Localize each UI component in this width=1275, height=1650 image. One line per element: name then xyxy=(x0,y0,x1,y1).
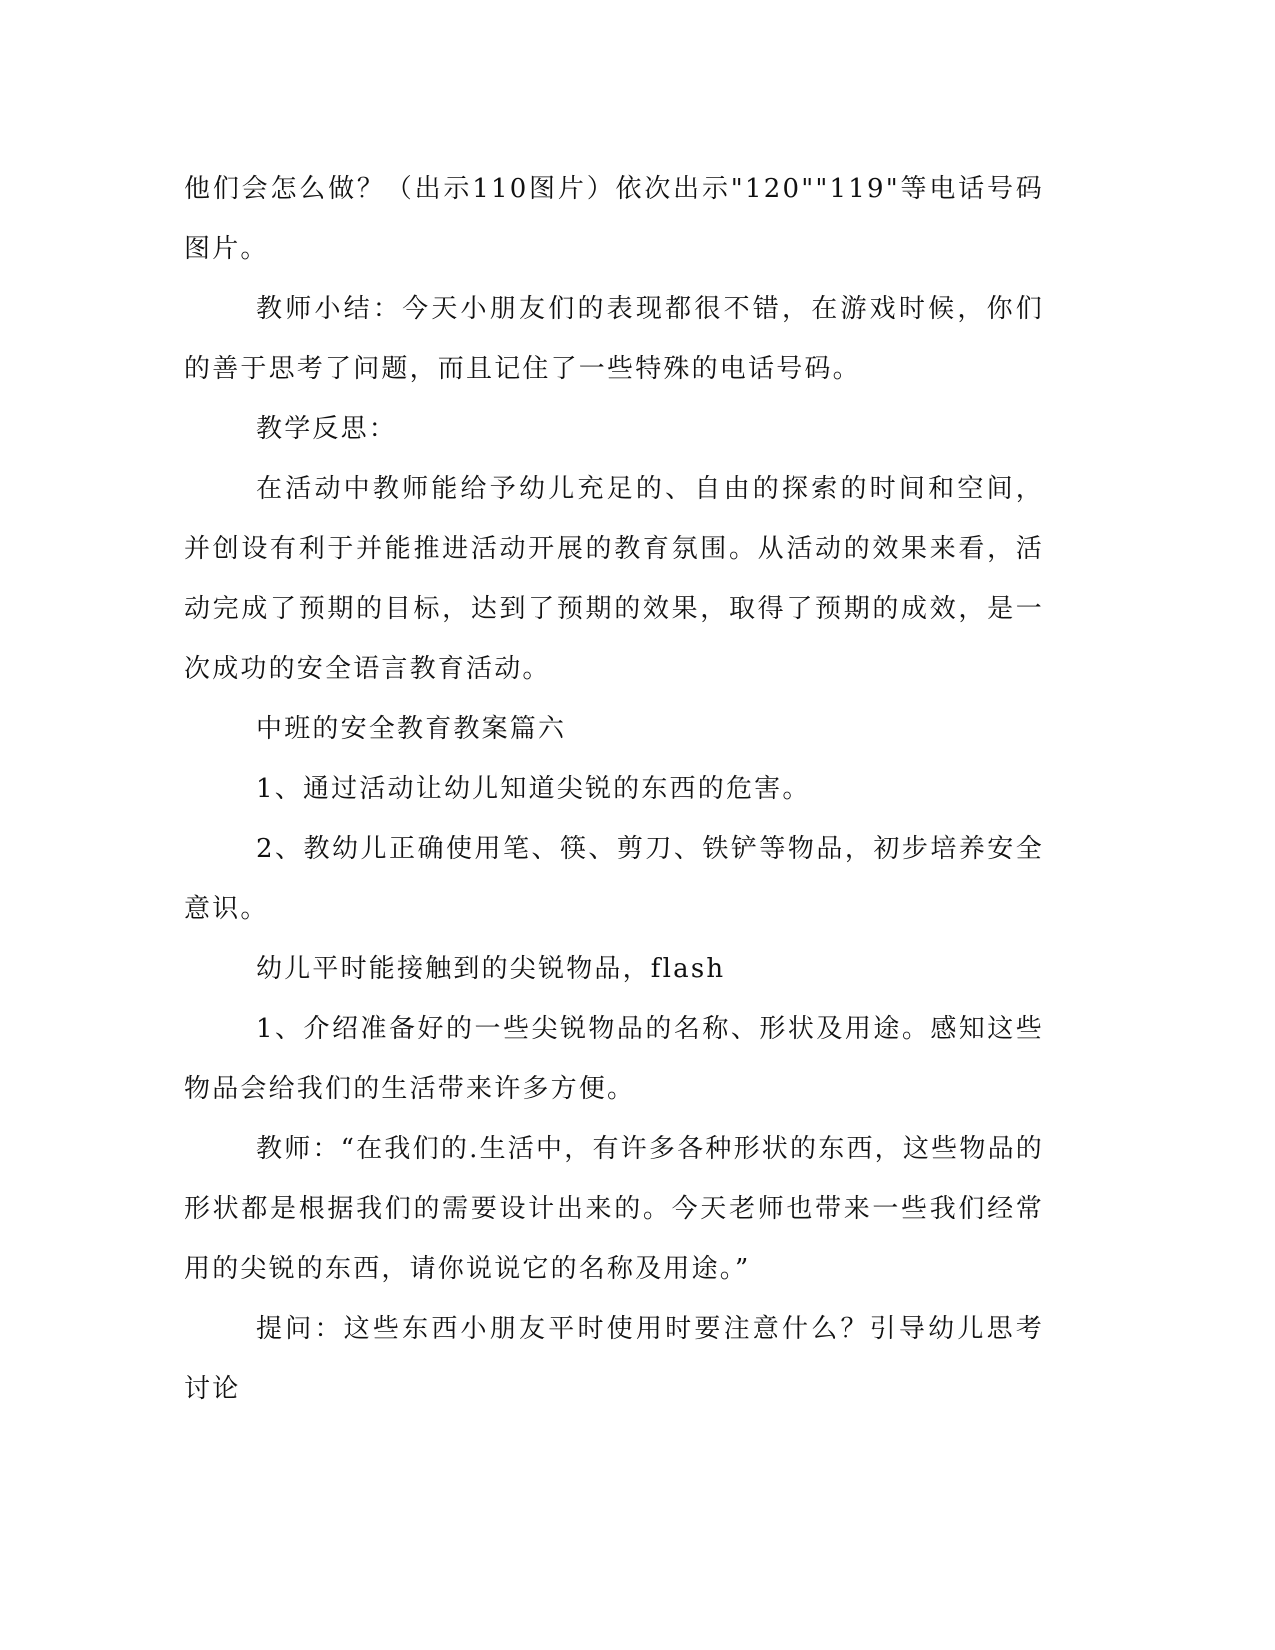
paragraph-11: 提问：这些东西小朋友平时使用时要注意什么？引导幼儿思考讨论 xyxy=(184,1314,1044,1404)
paragraph-9: 1、介绍准备好的一些尖锐物品的名称、形状及用途。感知这些物品会给我们的生活带来许多方便。 xyxy=(184,1014,1044,1104)
paragraph-3: 教学反思： xyxy=(256,414,398,444)
paragraph-2: 教师小结：今天小朋友们的表现都很不错，在游戏时候，你们的善于思考了问题，而且记住了一些特殊的电话号码。 xyxy=(184,294,1044,384)
paragraph-10: 教师：“在我们的.生活中，有许多各种形状的东西，这些物品的形状都是根据我们的需要设计出来的。今天老师也带来一些我们经常用的尖锐的东西，请你说说它的名称及用途。” xyxy=(184,1134,1044,1284)
paragraph-6: 1、通过活动让幼儿知道尖锐的东西的危害。 xyxy=(256,774,811,804)
paragraph-4: 在活动中教师能给予幼儿充足的、自由的探索的时间和空间，并创设有利于并能推进活动开展的教育氛围。从活动的效果来看，活动完成了预期的目标，达到了预期的效果，取得了预期的成效，是一次成功的安全语言教育活动。 xyxy=(184,474,1044,684)
paragraph-8: 幼儿平时能接触到的尖锐物品，flash xyxy=(256,954,726,984)
document-body xyxy=(184,159,1044,1419)
section-heading: 中班的安全教育教案篇六 xyxy=(256,714,567,744)
paragraph-7: 2、教幼儿正确使用笔、筷、剪刀、铁铲等物品，初步培养安全意识。 xyxy=(184,834,1044,924)
paragraph-1: 他们会怎么做？（出示110图片）依次出示"120""119"等电话号码图片。 xyxy=(184,174,1044,264)
